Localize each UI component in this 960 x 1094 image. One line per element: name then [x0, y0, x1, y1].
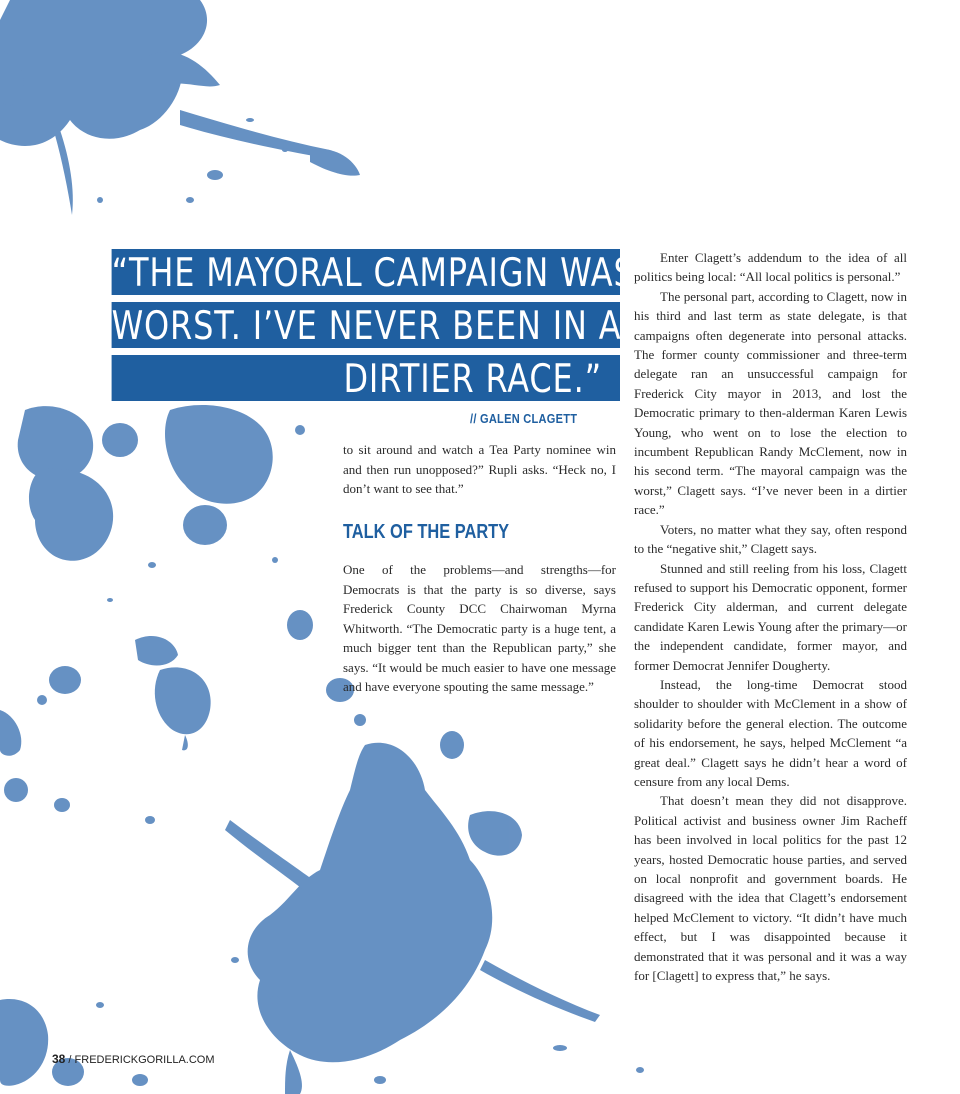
pull-quote-attribution: // GALEN CLAGETT — [470, 411, 578, 426]
section-subhead: TALK OF THE PARTY — [343, 520, 510, 543]
right-paragraph: Voters, no matter what they say, often respond to the “negative shit,” Clagett says. — [634, 521, 907, 557]
pull-quote-line-1: “THE MAYORAL CAMPAIGN WAS THE — [111, 251, 712, 296]
middle-column — [343, 440, 616, 697]
right-paragraph: That doesn’t mean they did not disapprove. Political activist and business owner Jim Racheff has been involved in local politics for the past 12 years, hosted Democratic house parties, and served on local nonprofit and government boards. He disagreed with the idea that Clagett’s endorsement helped McClement to victory. “It didn’t have much effect, but I was disappointed because it demonstrated that it was personal and it was a way for [Clagett] to express that,” he says. — [634, 793, 907, 984]
right-paragraph: Instead, the long-time Democrat stood shoulder to shoulder with McClement in a show of solidarity before the general election. The outcome of his endorsement, he says, helped McClement “a great deal.” Clagett says he didn’t hear a word of censure from any local Dems. — [634, 676, 907, 789]
pull-quote-line-3: DIRTIER RACE.” — [112, 355, 620, 401]
right-paragraph: Enter Clagett’s addendum to the idea of all politics being local: “All local politics is personal.” — [634, 250, 907, 285]
middle-paragraph-1: to sit around and watch a Tea Party nominee win and then run unopposed?” Rupli asks. “Heck no, I don’t want to see that.” — [343, 442, 616, 496]
right-paragraph: The personal part, according to Clagett, now in his third and last term as state delegate, is that campaigns often degenerate into personal attacks. The former county commissioner and three-term delegate ran an unsuccessful campaign for Frederick City mayor in 2013, and lost the Democratic primary to then-alderman Karen Lewis Young, who went on to lose the election to incumbent Republican Randy McClement, now in his second term. “The mayoral campaign was the worst,” Clagett says. “I’ve never been in a dirtier race.” — [634, 288, 907, 518]
page-footer — [52, 1052, 215, 1066]
page-number: 38 — [52, 1052, 66, 1066]
footer-site: FREDERICKGORILLA.COM — [74, 1054, 215, 1066]
right-paragraph: Stunned and still reeling from his loss, Clagett refused to support his Democratic opponent, former Frederick City alderman, and current delegate candidate Karen Lewis Young after the primary—or the independent candidate, former mayor, and former Democrat Jennifer Dougherty. — [634, 560, 907, 673]
pull-quote — [0, 249, 712, 408]
middle-paragraph-2: One of the problems—and strengths—for Democrats is that the party is so diverse, says Frederick County DCC Chairwoman Myrna Whitworth. “The Democratic party is a huge tent, a much bigger tent than the Republican party,” she says. “It would be much easier to have one message and have everyone spouting the same message.” — [343, 562, 616, 694]
right-column — [634, 248, 907, 985]
pull-quote-line-2: WORST. I’VE NEVER BEEN IN A — [111, 304, 622, 349]
footer-separator: / — [68, 1054, 72, 1066]
